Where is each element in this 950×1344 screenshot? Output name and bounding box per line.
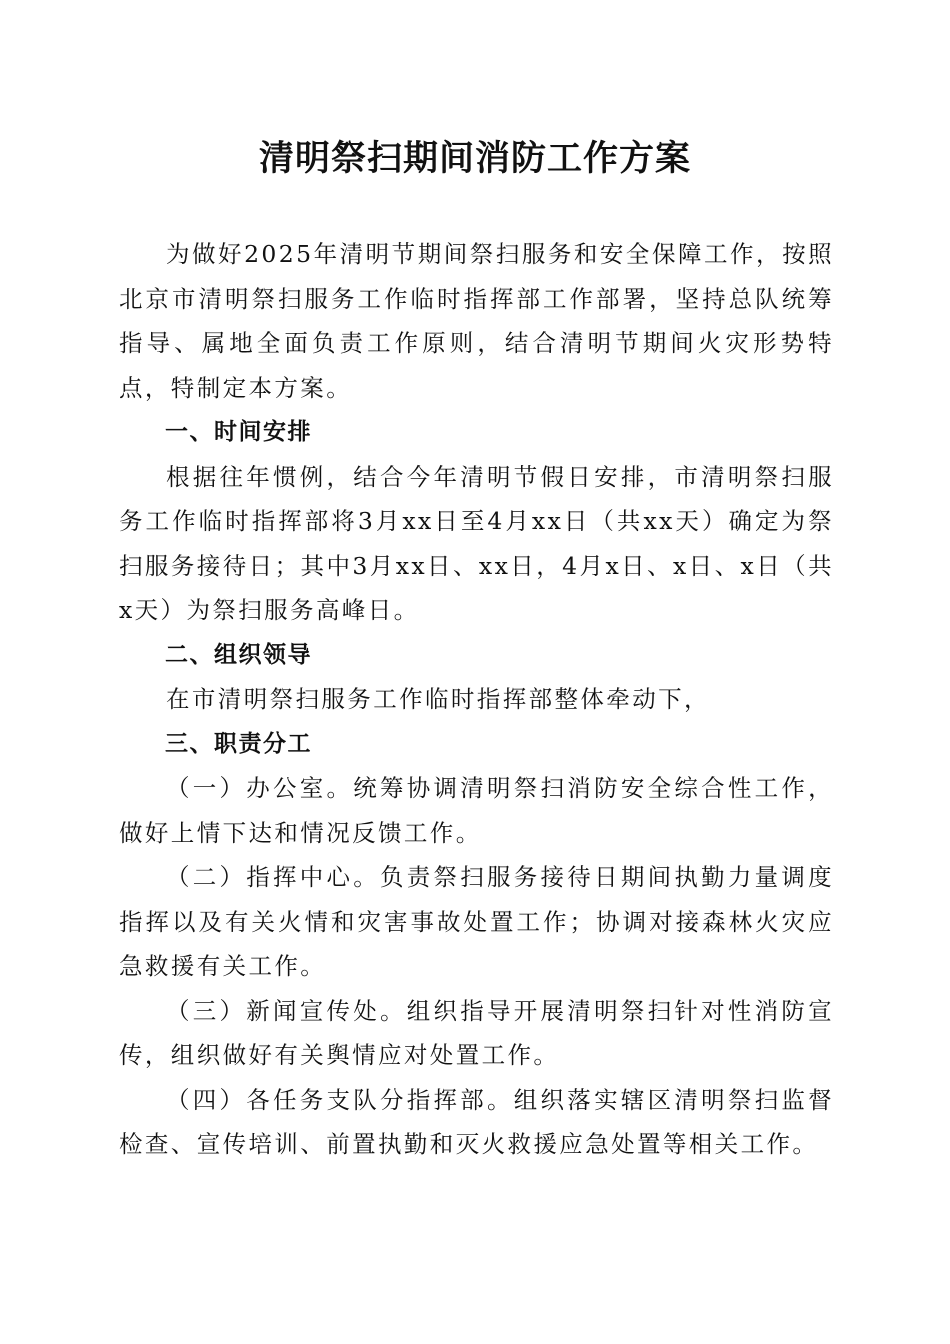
section-heading-duties: 三、职责分工 — [165, 730, 312, 757]
section-heading-time: 一、时间安排 — [165, 419, 312, 445]
section-organization-paragraph: 在市清明祭扫服务工作临时指挥部整体牵动下， — [166, 685, 710, 713]
duty-paragraph-office: （一）办公室。统筹协调清明祭扫消防安全综合性工作，做好上情下达和情况反馈工作。 — [119, 774, 834, 847]
duty-paragraph-press: （三）新闻宣传处。组织指导开展清明祭扫针对性消防宣传，组织做好有关舆情应对处置工作。 — [119, 996, 834, 1069]
section-heading-organization: 二、组织领导 — [165, 641, 312, 668]
section-time-paragraph: 根据往年惯例，结合今年清明节假日安排，市清明祭扫服务工作临时指挥部将3月xx日至4月xx日（共xx天）确定为祭扫服务接待日；其中3月xx日、xx日，4月x日、x日、x日（共x天）为祭扫服务高峰日。 — [119, 462, 834, 624]
duty-paragraph-command-center: （二）指挥中心。负责祭扫服务接待日期间执勤力量调度指挥以及有关火情和灾害事故处置工作；协调对接森林火灾应急救援有关工作。 — [119, 863, 834, 980]
duty-paragraph-detachments: （四）各任务支队分指挥部。组织落实辖区清明祭扫监督检查、宣传培训、前置执勤和灭火救援应急处置等相关工作。 — [119, 1085, 834, 1158]
intro-paragraph: 为做好2025年清明节期间祭扫服务和安全保障工作，按照北京市清明祭扫服务工作临时指挥部工作部署，坚持总队统筹指导、属地全面负责工作原则，结合清明节期间火灾形势特点，特制定本方案。 — [119, 240, 834, 402]
document-title: 清明祭扫期间消防工作方案 — [258, 139, 691, 179]
document-body — [119, 232, 834, 1167]
